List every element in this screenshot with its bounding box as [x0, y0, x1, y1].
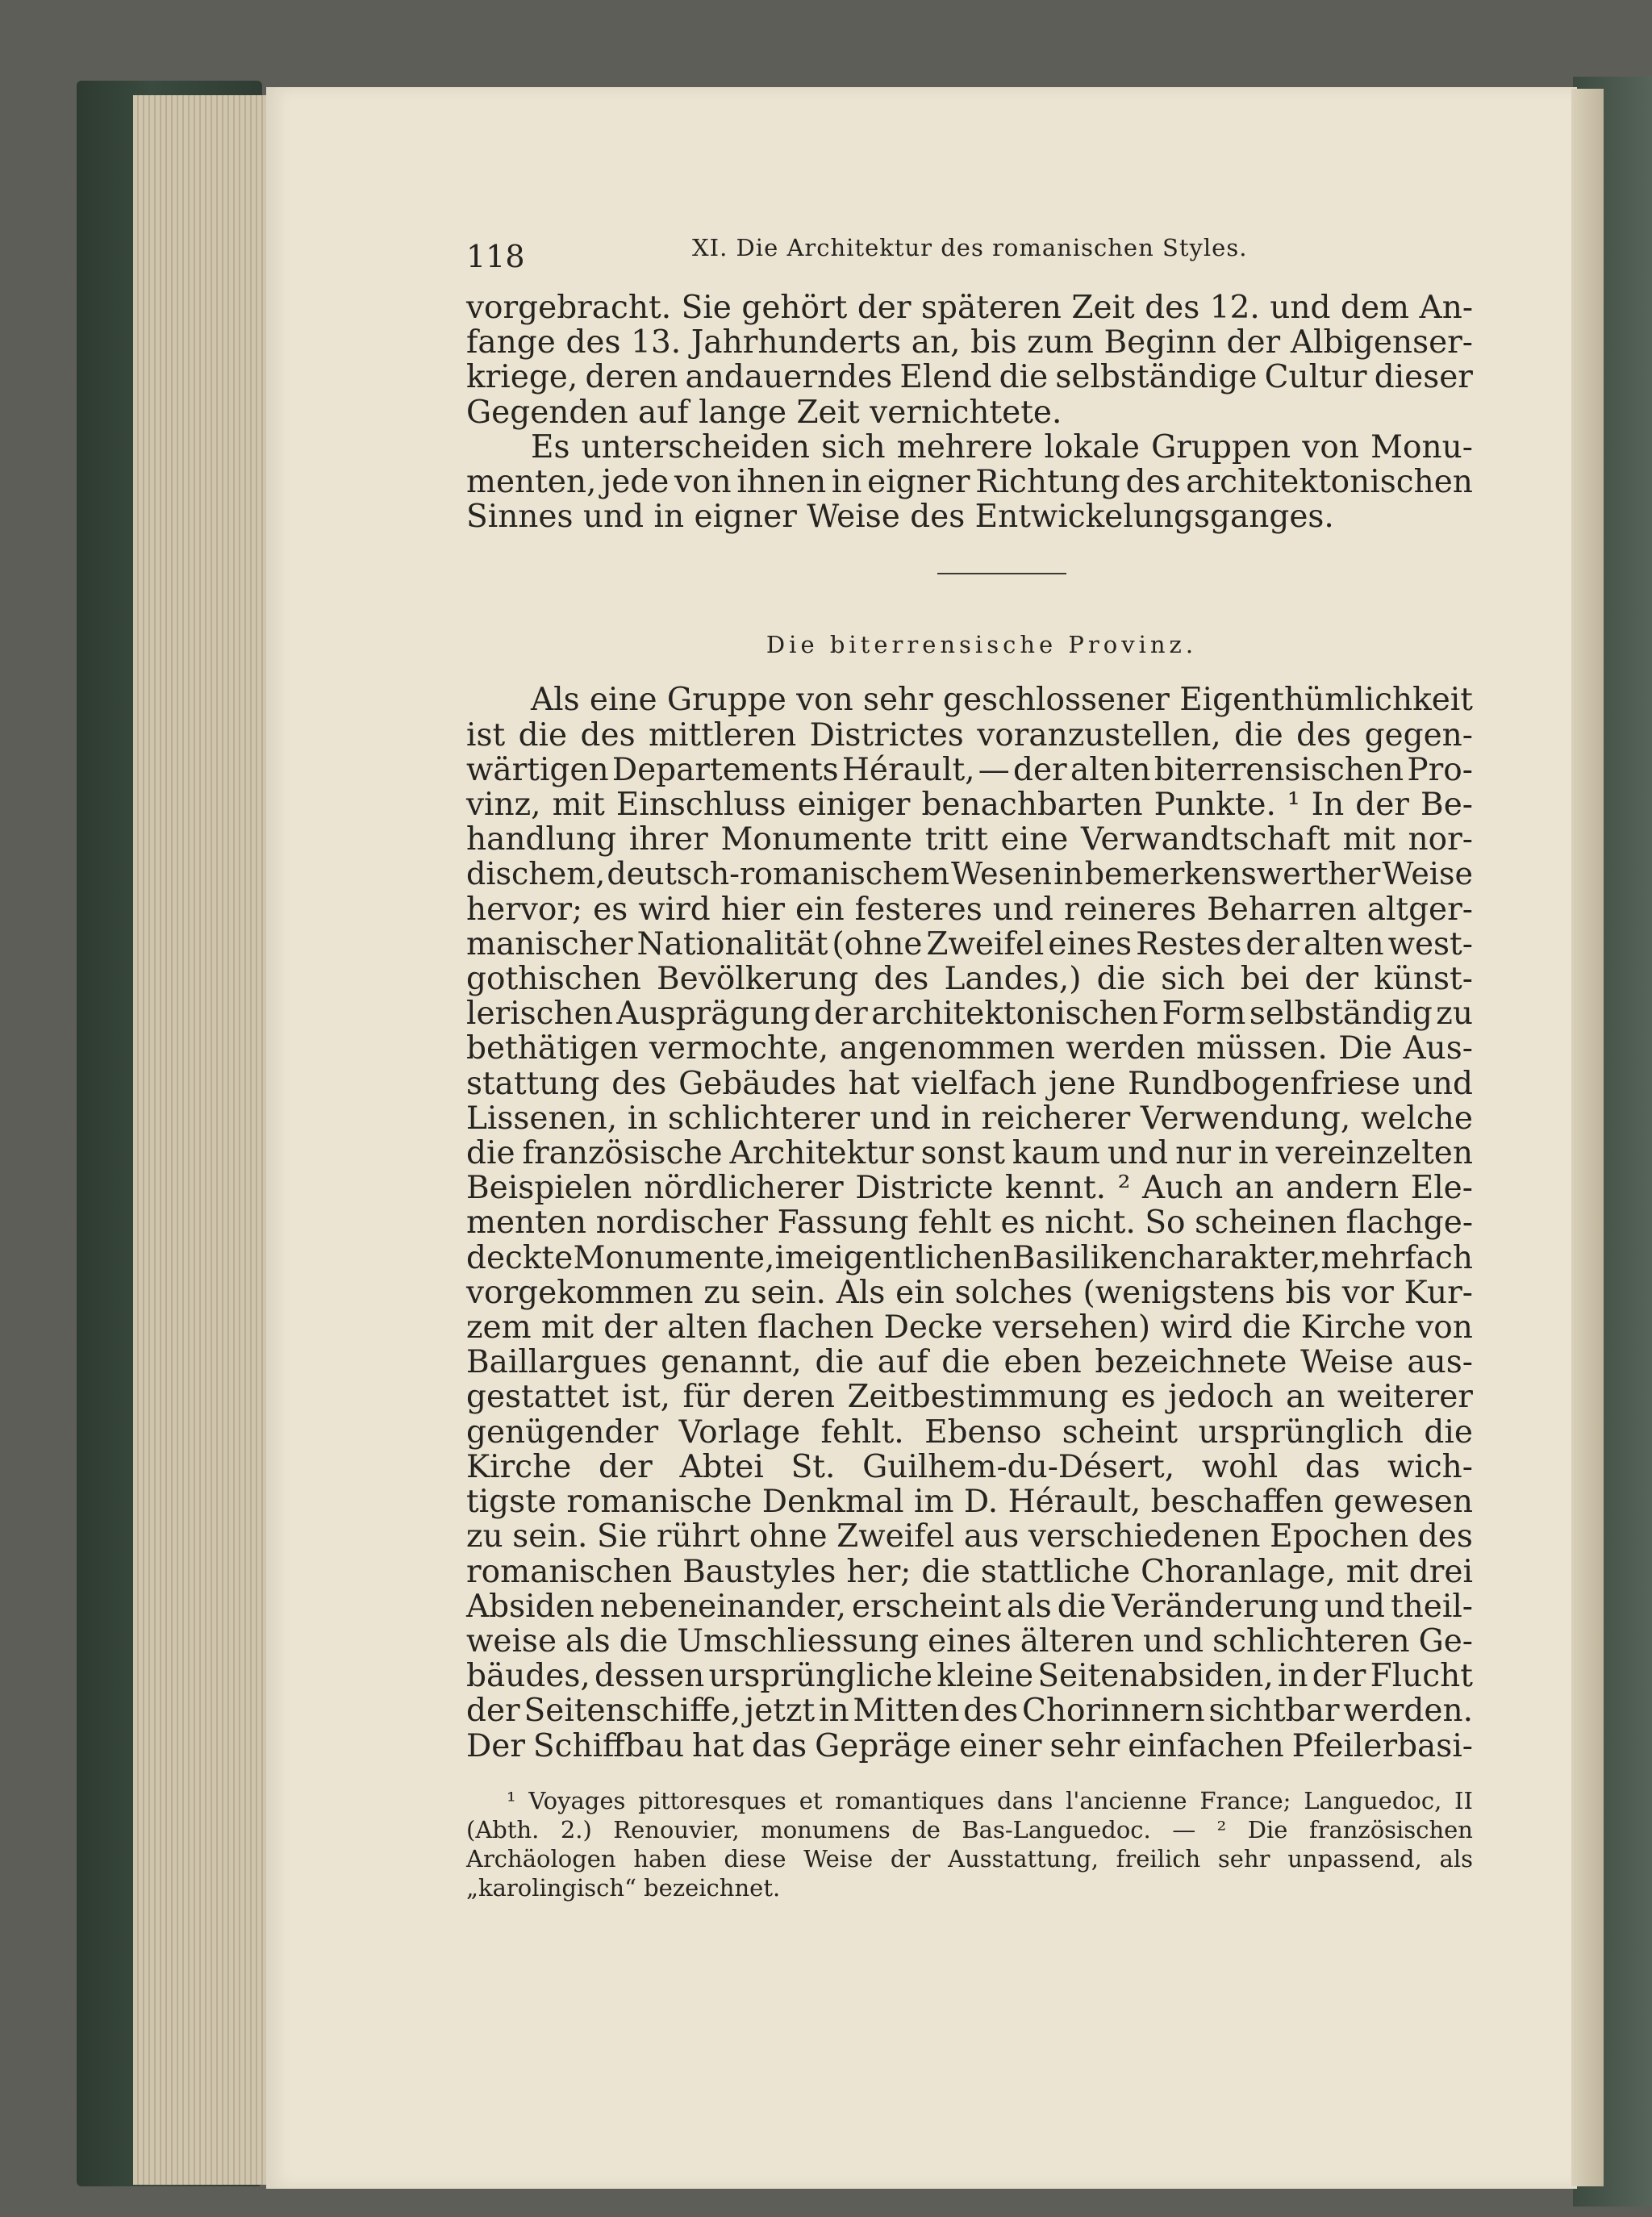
running-head: XI. Die Architektur des romanischen Styles.: [692, 234, 1248, 261]
text-line: Gegenden auf lange Zeit vernichtete.: [466, 394, 1062, 431]
text-block: [466, 218, 1473, 1902]
body-paragraph: [466, 683, 1473, 1763]
text-line: Baillargues genannt, die auf die eben bezeichnete Weise aus-: [466, 1344, 1473, 1381]
text-line: kriege, deren andauerndes Elend die selbständige Cultur dieser: [466, 359, 1473, 396]
page-number: 118: [466, 239, 525, 274]
text-line: vorgebracht. Sie gehört der späteren Zeit des 12. und dem An-: [466, 290, 1473, 326]
text-line: hervor; es wird hier ein festeres und reineres Beharren altger-: [466, 891, 1473, 928]
page-header: [466, 218, 1473, 274]
text-line: genügender Vorlage fehlt. Ebenso scheint ursprünglich die: [466, 1413, 1473, 1451]
text-line: wärtigen Departements Hérault, — der alten biterrensischen Pro-: [466, 751, 1473, 788]
footnote-line: Archäologen haben diese Weise der Ausstattung, freilich sehr unpassend, als: [466, 1844, 1473, 1873]
text-line: tigste romanische Denkmal im D. Hérault, beschaffen gewesen: [466, 1484, 1473, 1521]
footnote-line: (Abth. 2.) Renouvier, monumens de Bas-Languedoc. — ² Die französischen: [466, 1815, 1473, 1843]
text-line: fange des 13. Jahrhunderts an, bis zum Beginn der Albigenser-: [466, 324, 1473, 361]
text-line: stattung des Gebäudes hat vielfach jene Rundbogenfriese und: [466, 1065, 1473, 1102]
text-line: Sinnes und in eigner Weise des Entwickelungsganges.: [466, 499, 1334, 536]
text-line: Als eine Gruppe von sehr geschlossener Eigenthümlichkeit: [531, 682, 1473, 719]
text-line: Lissenen, in schlichterer und in reicherer Verwendung, welche: [466, 1100, 1473, 1137]
text-line: gestattet ist, für deren Zeitbestimmung es jedoch an weiterer: [466, 1379, 1473, 1416]
text-line: Der Schiffbau hat das Gepräge einer sehr einfachen Pfeilerbasi-: [466, 1727, 1473, 1764]
text-line: deckte Monumente, im eigentlichen Basilikencharakter, mehrfach: [466, 1239, 1473, 1276]
footnote-line: ¹ Voyages pittoresques et romantiques dans l'ancienne France; Languedoc, II: [507, 1786, 1473, 1814]
footnote-line: „karolingisch“ bezeichnet.: [466, 1873, 781, 1902]
text-line: lerischen Ausprägung der architektonischen Form selbständig zu: [466, 996, 1473, 1033]
text-line: bäudes, dessen ursprüngliche kleine Seitenabsiden, in der Flucht: [466, 1658, 1473, 1695]
text-line: dischem, deutsch-romanischem Wesen in bemerkenswerther Weise: [466, 856, 1473, 892]
text-line: Beispielen nördlicherer Districte kennt. ² Auch an andern Ele-: [466, 1170, 1473, 1207]
text-line: bethätigen vermochte, angenommen werden müssen. Die Aus-: [466, 1030, 1473, 1067]
text-line: menten, jede von ihnen in eigner Richtung des architektonischen: [466, 464, 1473, 501]
intro-paragraphs: [466, 290, 1473, 534]
text-line: ist die des mittleren Districtes voranzustellen, die des gegen-: [466, 716, 1473, 754]
text-line: Es unterscheiden sich mehrere lokale Gruppen von Monu-: [531, 428, 1473, 466]
text-line: manischer Nationalität (ohne Zweifel eines Restes der alten west-: [466, 925, 1473, 962]
page-gutter: [1571, 89, 1604, 2186]
text-line: der Seitenschiffe, jetzt in Mitten des Chorinnern sichtbar werden.: [466, 1693, 1473, 1730]
text-line: zem mit der alten flachen Decke versehen) wird die Kirche von: [466, 1309, 1473, 1346]
text-line: vinz, mit Einschluss einiger benachbarten Punkte. ¹ In der Be-: [466, 787, 1473, 824]
text-line: zu sein. Sie rührt ohne Zweifel aus verschiedenen Epochen des: [466, 1518, 1473, 1555]
text-line: weise als die Umschliessung eines älteren und schlichteren Ge-: [466, 1622, 1473, 1660]
text-line: Kirche der Abtei St. Guilhem-du-Désert, wohl das wich-: [466, 1448, 1473, 1485]
section-heading: Die biterrensische Provinz.: [766, 631, 1198, 659]
text-line: romanischen Baustyles her; die stattliche Choranlage, mit drei: [466, 1553, 1473, 1590]
text-line: Absiden nebeneinander, erscheint als die Veränderung und theil-: [466, 1588, 1473, 1625]
text-line: menten nordischer Fassung fehlt es nicht. So scheinen flachge-: [466, 1205, 1473, 1242]
section-divider: [937, 573, 1066, 574]
text-line: die französische Architektur sonst kaum und nur in vereinzelten: [466, 1135, 1473, 1172]
footnotes: [466, 1786, 1473, 1902]
text-line: vorgekommen zu sein. Als ein solches (wenigstens bis vor Kur-: [466, 1274, 1473, 1311]
text-line: gothischen Bevölkerung des Landes,) die sich bei der künst-: [466, 961, 1473, 998]
text-line: handlung ihrer Monumente tritt eine Verwandtschaft mit nor-: [466, 821, 1473, 858]
page-edges: [133, 95, 282, 2185]
